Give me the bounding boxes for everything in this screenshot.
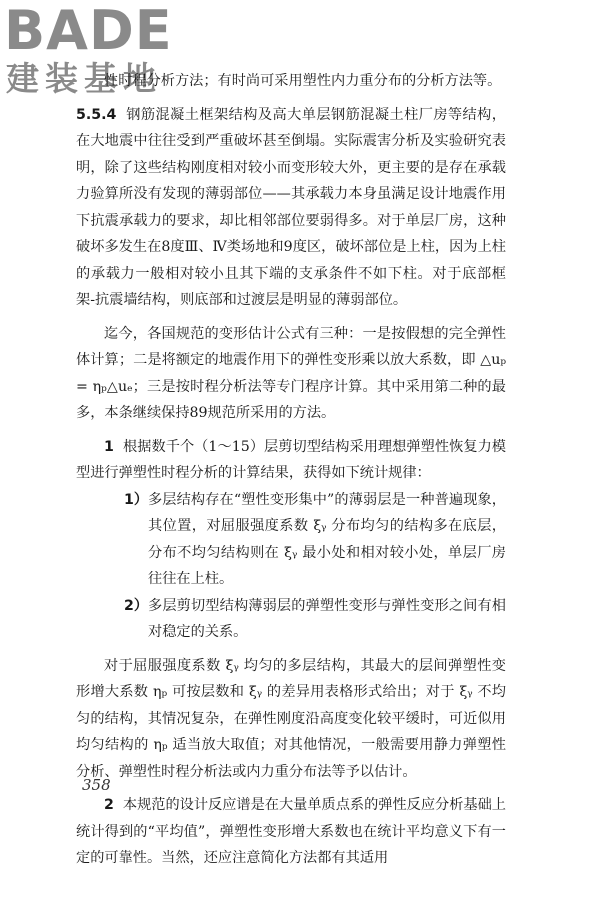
page-number: 358 [82, 776, 111, 794]
paragraph-deformation-methods: 迄今，各国规范的变形估计公式有三种：一是按假想的完全弹性体计算；二是将额定的地震作用下的弹性变形乘以放大系数，即 △uₚ = ηₚ△uₑ；三是按时程分析法等专门程序计算。其中采用第二种的最多，本条继续保持89规范所采用的方法。 [76, 325, 506, 421]
section-text: 钢筋混凝土框架结构及高大单层钢筋混凝土柱厂房等结构，在大地震中往往受到严重破坏甚至倒塌。实际震害分析及实验研究表明，除了这些结构刚度相对较小而变形较大外，更主要的是存在承载力验算所没有发现的薄弱部位——其承载力本身虽满足设计地震作用下抗震承载力的要求，却比相邻部位要弱得多。对于单层厂房，这种破坏多发生在8度Ⅲ、Ⅳ类场地和9度区，破坏部位是上柱，因为上柱的承载力一般相对较小且其下端的支承条件不如下柱。对于底部框架-抗震墙结构，则底部和过渡层是明显的薄弱部位。 [76, 106, 506, 308]
item-text: 根据数千个（1～15）层剪切型结构采用理想弹塑性恢复力模型进行弹塑性时程分析的计算结果，获得如下统计规律： [76, 438, 506, 481]
section-number: 5.5.4 [76, 106, 117, 123]
paragraph-continuation: 性时程分析方法；有时尚可采用塑性内力重分布的分析方法等。 [104, 73, 502, 89]
sub-item-number: 1） [124, 491, 149, 508]
item-number: 1 [104, 438, 114, 455]
section-5-5-4 [76, 102, 506, 314]
numbered-item-1 [76, 434, 506, 487]
sub-item-number: 2） [124, 597, 149, 614]
logo-subtitle: 建装基地 [6, 59, 162, 98]
sub-item-2 [76, 593, 506, 646]
numbered-item-2 [76, 792, 506, 872]
paragraph-yield-coefficient: 对于屈服强度系数 ξᵧ 均匀的多层结构，其最大的层间弹塑性变形增大系数 ηₚ 可按层数和 ξᵧ 的差异用表格形式给出；对于 ξᵧ 不均匀的结构，其情况复杂，在弹性刚度沿高度变化较平缓时，可近似用均匀结构的 ηₚ 适当放大取值；对其他情况，一般需要用静力弹塑性分析、弹塑性时程分析法或内力重分布法等予以估计。 [76, 657, 506, 780]
page-body [76, 68, 506, 872]
sub-item-text: 多层剪切型结构薄弱层的弹塑性变形与弹性变形之间有相对稳定的关系。 [148, 597, 506, 640]
item-text: 本规范的设计反应谱是在大量单质点系的弹性反应分析基础上统计得到的“平均值”，弹塑性变形增大系数也在统计平均意义下有一定的可靠性。当然，还应注意简化方法都有其适用 [76, 797, 506, 866]
sub-item-text: 多层结构存在“塑性变形集中”的薄弱层是一种普遍现象，其位置，对屈服强度系数 ξᵧ 分布均匀的结构多在底层，分布不均匀结构则在 ξᵧ 最小处和相对较小处，单层厂房往往在上柱。 [148, 491, 506, 587]
sub-item-1 [76, 487, 506, 593]
item-number: 2 [104, 797, 114, 813]
logo-wordmark: BADE [4, 0, 173, 62]
